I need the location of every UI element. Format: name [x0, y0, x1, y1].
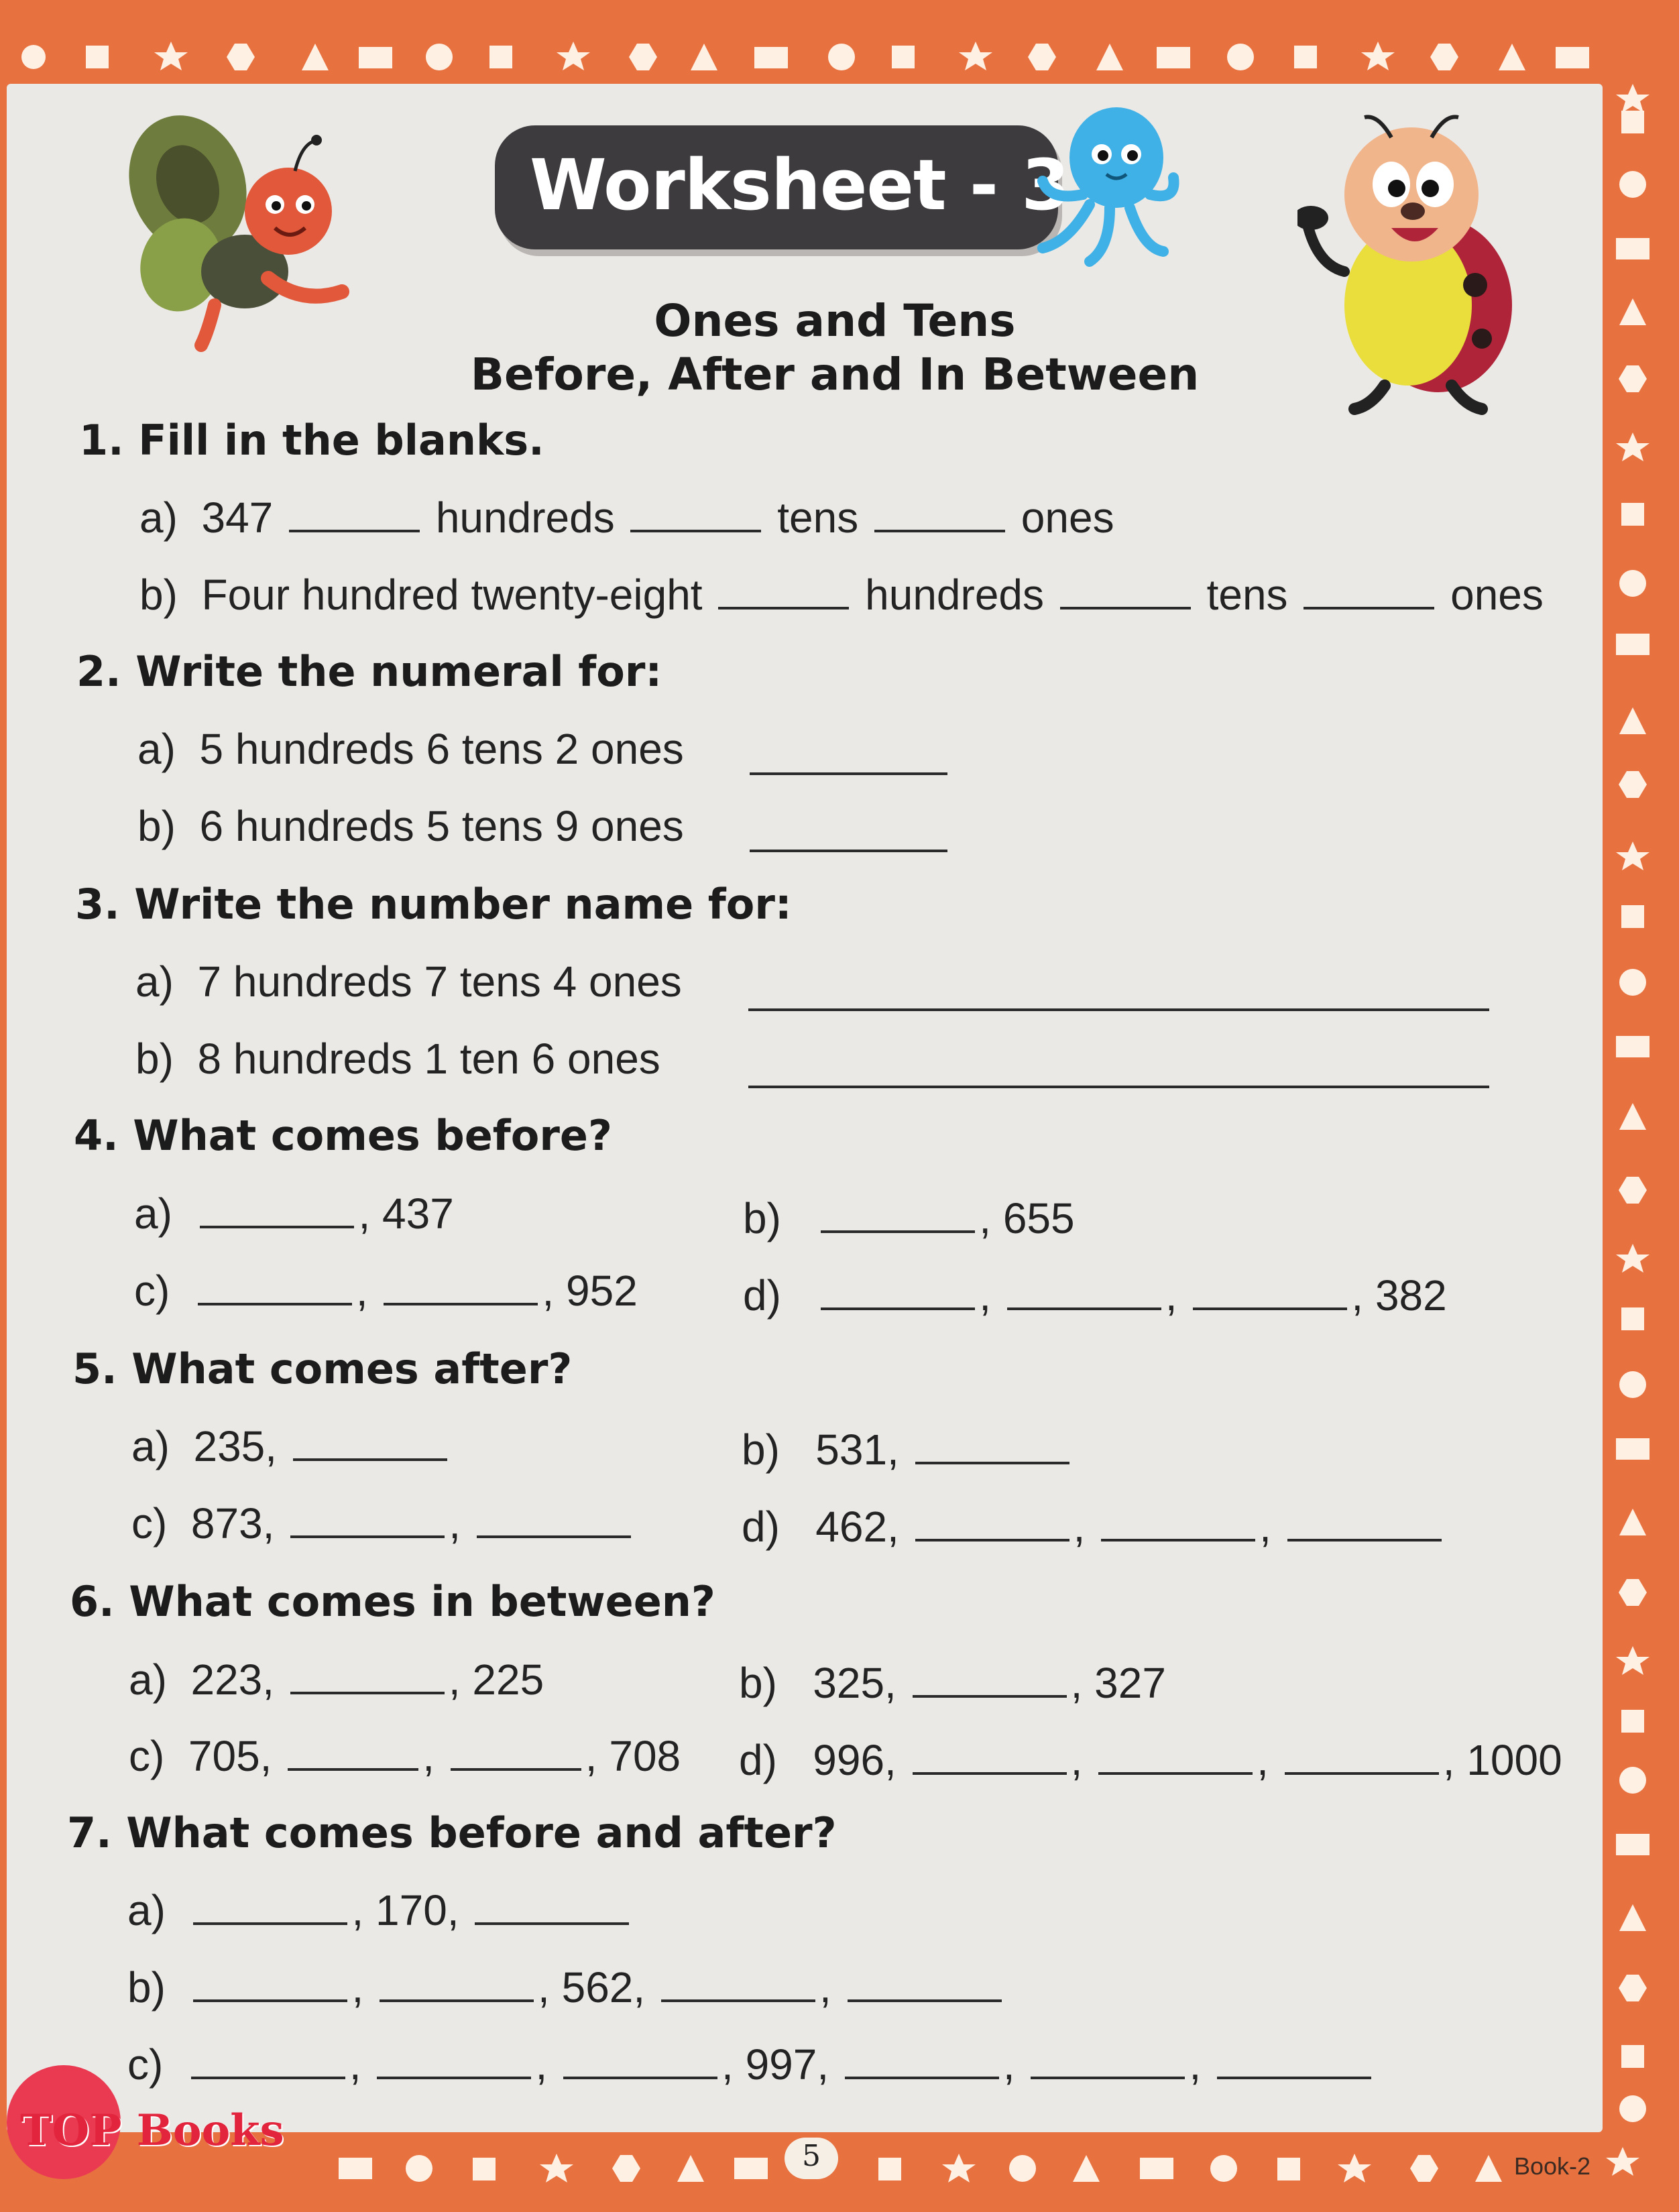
q6-a: a) 223, , 225: [129, 1655, 544, 1704]
q5-d-number: 462,: [815, 1503, 899, 1551]
q3-title: 3. Write the number name for:: [75, 880, 792, 929]
q7-b-blank-3[interactable]: [661, 1963, 815, 2002]
q2-title: 2. Write the numeral for:: [76, 647, 662, 696]
q7-a-number: 170,: [375, 1886, 459, 1934]
q6-a-label: a): [129, 1655, 167, 1704]
q6-d-blank-1[interactable]: [913, 1736, 1067, 1775]
q2-b: [137, 801, 684, 851]
q1-a-hundreds-word: hundreds: [435, 493, 615, 542]
q7-a-blank-after[interactable]: [475, 1886, 629, 1925]
q6-b: b) 325, , 327: [739, 1659, 1166, 1707]
q4-d-blank-2[interactable]: [1007, 1271, 1161, 1310]
q7-c: c) , , , 997, , ,: [127, 2040, 1375, 2089]
q3-a-label: a): [135, 957, 174, 1006]
q4-b-number: 655: [1002, 1194, 1075, 1242]
q7-b-blank-4[interactable]: [848, 1963, 1002, 2002]
q1-a-blank-ones[interactable]: [874, 493, 1005, 532]
q6-a-last-number: 225: [472, 1655, 544, 1704]
q7-title: 7. What comes before and after?: [67, 1808, 837, 1857]
q4-c-blank-1[interactable]: [198, 1267, 352, 1305]
q4-d-label: d): [743, 1271, 781, 1320]
q7-b-label: b): [127, 1963, 166, 2012]
right-shape-strip-icon: [1603, 84, 1679, 2136]
q3-b-answer-blank[interactable]: [748, 1049, 1489, 1088]
q5-b: [742, 1425, 1074, 1474]
q1-b: [139, 570, 1544, 620]
q4-d-number: 382: [1375, 1271, 1447, 1320]
q1-title: 1. Fill in the blanks.: [79, 416, 544, 465]
q5-c-number: 873,: [190, 1499, 275, 1548]
q3-a-text: 7 hundreds 7 tens 4 ones: [197, 957, 682, 1006]
q1-b-number-name: Four hundred twenty-eight: [201, 571, 703, 619]
q4-c: c) , , 952: [134, 1267, 638, 1315]
q4-c-number: 952: [566, 1267, 638, 1315]
q5-d-blank-2[interactable]: [1101, 1503, 1255, 1541]
q1-a-number: 347: [201, 493, 274, 542]
q2-a-label: a): [137, 725, 176, 773]
q4-title: 4. What comes before?: [74, 1111, 612, 1160]
q5-a-label: a): [131, 1422, 170, 1470]
q1-b-tens-word: tens: [1206, 571, 1288, 619]
logo-text: TOP Books: [20, 2105, 284, 2156]
q7-c-label: c): [127, 2040, 164, 2089]
worksheet-title: Worksheet - 3: [530, 144, 1069, 226]
q4-a: a) , 437: [134, 1189, 454, 1238]
q4-c-label: c): [134, 1267, 170, 1315]
q4-d-blank-1[interactable]: [821, 1271, 975, 1310]
q6-d-last-number: 1000: [1466, 1736, 1562, 1784]
q1-b-blank-tens[interactable]: [1060, 571, 1191, 609]
q6-d-blank-2[interactable]: [1098, 1736, 1253, 1775]
q5-b-label: b): [742, 1425, 780, 1474]
q5-a: [131, 1421, 451, 1471]
q5-d-blank-1[interactable]: [915, 1503, 1069, 1541]
book-tag: Book-2: [1514, 2152, 1591, 2180]
q1-a-blank-hundreds[interactable]: [289, 493, 420, 532]
q1-a-label: a): [139, 493, 178, 542]
q5-b-number: 531,: [815, 1425, 899, 1474]
q2-b-text: 6 hundreds 5 tens 9 ones: [199, 802, 684, 850]
q5-a-blank[interactable]: [293, 1422, 447, 1461]
q5-c-blank-2[interactable]: [477, 1499, 631, 1538]
q6-title: 6. What comes in between?: [70, 1577, 715, 1626]
q2-a-text: 5 hundreds 6 tens 2 ones: [199, 725, 684, 773]
q6-d: d) 996, , , , 1000: [739, 1736, 1562, 1784]
q3-a: [135, 957, 682, 1006]
subtitle-topic: Ones and Tens: [654, 295, 1016, 347]
q4-d-blank-3[interactable]: [1193, 1271, 1347, 1310]
q1-a-blank-tens[interactable]: [630, 493, 761, 532]
q5-d-label: d): [742, 1503, 780, 1551]
q7-c-number: 997,: [745, 2040, 829, 2089]
q4-a-label: a): [134, 1189, 172, 1238]
q2-b-answer-blank[interactable]: [750, 813, 947, 852]
q6-b-blank[interactable]: [913, 1659, 1067, 1698]
q6-d-label: d): [739, 1736, 777, 1784]
q7-b: b) , , 562, ,: [127, 1963, 1006, 2012]
ladybug-icon: [1297, 111, 1539, 426]
top-shape-strip-icon: [0, 0, 1679, 84]
q1-a: [139, 493, 1114, 542]
subtitle-subtopic: Before, After and In Between: [470, 349, 1200, 400]
q7-b-blank-2[interactable]: [380, 1963, 534, 2002]
q6-b-label: b): [739, 1659, 777, 1707]
octopus-icon: [1023, 101, 1183, 268]
q5-d: d) 462, , ,: [742, 1502, 1446, 1552]
q7-b-number: 562,: [561, 1963, 646, 2012]
q4-b-blank[interactable]: [821, 1194, 975, 1233]
q7-c-blank-6[interactable]: [1217, 2040, 1371, 2079]
q5-title: 5. What comes after?: [72, 1344, 573, 1393]
q4-a-number: 437: [382, 1189, 454, 1238]
q6-a-blank[interactable]: [290, 1655, 445, 1694]
q6-c: c) 705, , , 708: [129, 1732, 681, 1780]
q6-c-blank-2[interactable]: [451, 1732, 581, 1771]
q6-c-label: c): [129, 1732, 165, 1780]
q6-c-first-number: 705,: [188, 1732, 272, 1780]
q5-b-blank[interactable]: [915, 1425, 1069, 1464]
q7-c-blank-1[interactable]: [191, 2040, 345, 2079]
q7-b-blank-1[interactable]: [193, 1963, 347, 2002]
q1-b-blank-ones[interactable]: [1304, 571, 1434, 609]
q6-c-blank-1[interactable]: [288, 1732, 418, 1771]
q3-b-label: b): [135, 1035, 174, 1083]
q2-a-answer-blank[interactable]: [750, 736, 947, 775]
q7-c-blank-3[interactable]: [563, 2040, 717, 2079]
q4-b: b) , 655: [743, 1194, 1075, 1242]
q1-b-ones-word: ones: [1450, 571, 1544, 619]
q1-b-hundreds-word: hundreds: [865, 571, 1044, 619]
q7-a: a) , 170,: [127, 1885, 633, 1935]
butterfly-icon: [114, 104, 382, 359]
q5-c-blank-1[interactable]: [290, 1499, 445, 1538]
page-number: 5: [802, 2139, 821, 2173]
q3-a-answer-blank[interactable]: [748, 972, 1489, 1011]
q6-b-first-number: 325,: [813, 1659, 896, 1707]
q1-b-label: b): [139, 571, 178, 619]
q3-b: [135, 1034, 660, 1084]
q1-b-blank-hundreds[interactable]: [718, 571, 849, 609]
q7-c-blank-4[interactable]: [845, 2040, 999, 2079]
q5-c-label: c): [131, 1499, 168, 1548]
q7-a-label: a): [127, 1886, 166, 1934]
q2-a: [137, 724, 684, 774]
q4-a-blank[interactable]: [200, 1189, 354, 1228]
q4-d: d) , , , 382: [743, 1271, 1447, 1320]
q1-a-ones-word: ones: [1021, 493, 1114, 542]
q5-a-number: 235,: [193, 1422, 278, 1470]
q7-c-blank-5[interactable]: [1031, 2040, 1185, 2079]
q1-a-tens-word: tens: [777, 493, 859, 542]
q6-d-first-number: 996,: [813, 1736, 896, 1784]
q7-c-blank-2[interactable]: [377, 2040, 531, 2079]
q6-a-first-number: 223,: [190, 1655, 275, 1704]
q4-b-label: b): [743, 1194, 781, 1242]
q6-c-last-number: 708: [609, 1732, 681, 1780]
q7-a-blank-before[interactable]: [193, 1886, 347, 1925]
q6-d-blank-3[interactable]: [1285, 1736, 1439, 1775]
q5-c: c) 873, ,: [131, 1499, 635, 1548]
q5-d-blank-3[interactable]: [1287, 1503, 1442, 1541]
q2-b-label: b): [137, 802, 176, 850]
q4-c-blank-2[interactable]: [384, 1267, 538, 1305]
q3-b-text: 8 hundreds 1 ten 6 ones: [197, 1035, 660, 1083]
q6-b-last-number: 327: [1094, 1659, 1166, 1707]
